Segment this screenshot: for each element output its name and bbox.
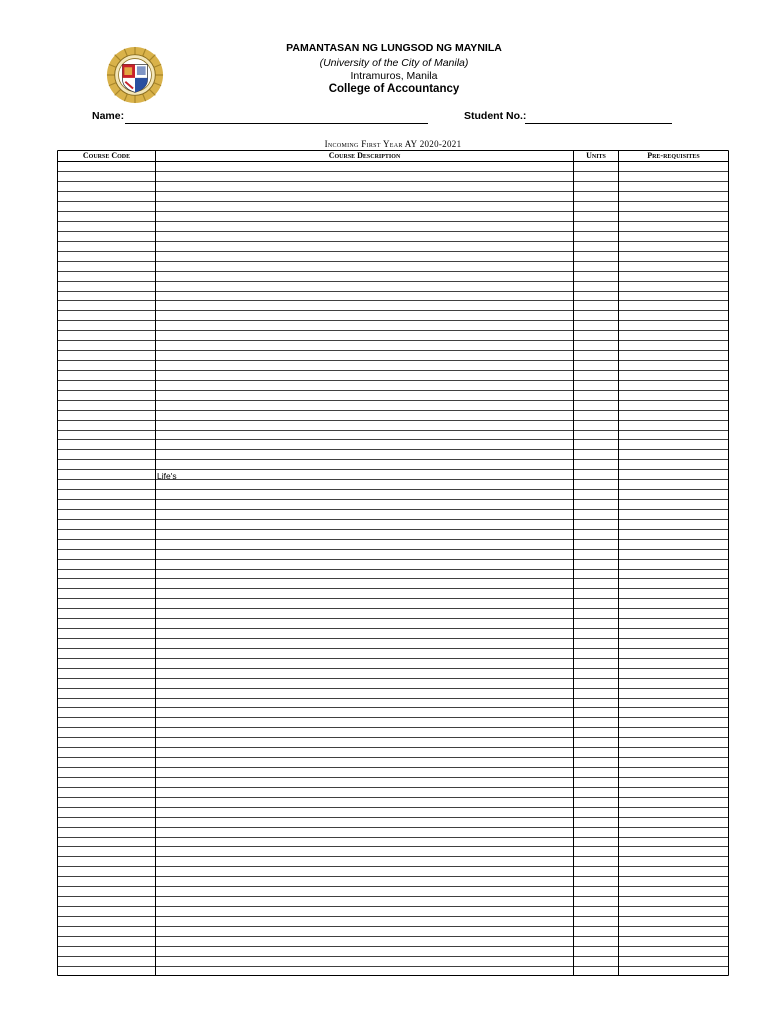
col-header-prerequisites: Pre-requisites <box>647 151 700 160</box>
course-description-cell-text: Life's <box>157 471 177 481</box>
col-header-units: Units <box>586 151 606 160</box>
university-name: PAMANTASAN NG LUNGSOD NG MAYNILA <box>286 42 502 54</box>
col-header-course-code: Course Code <box>82 151 131 160</box>
col-header-course-description: Course Description <box>328 151 401 160</box>
table-title: Incoming First Year AY 2020-2021 <box>324 139 462 149</box>
name-label: Name: <box>92 110 125 122</box>
college-name: College of Accountancy <box>328 83 460 95</box>
university-location: Intramuros, Manila <box>350 70 438 82</box>
student-no-label: Student No.: <box>464 110 527 122</box>
university-english-name: (University of the City of Manila) <box>319 57 469 69</box>
